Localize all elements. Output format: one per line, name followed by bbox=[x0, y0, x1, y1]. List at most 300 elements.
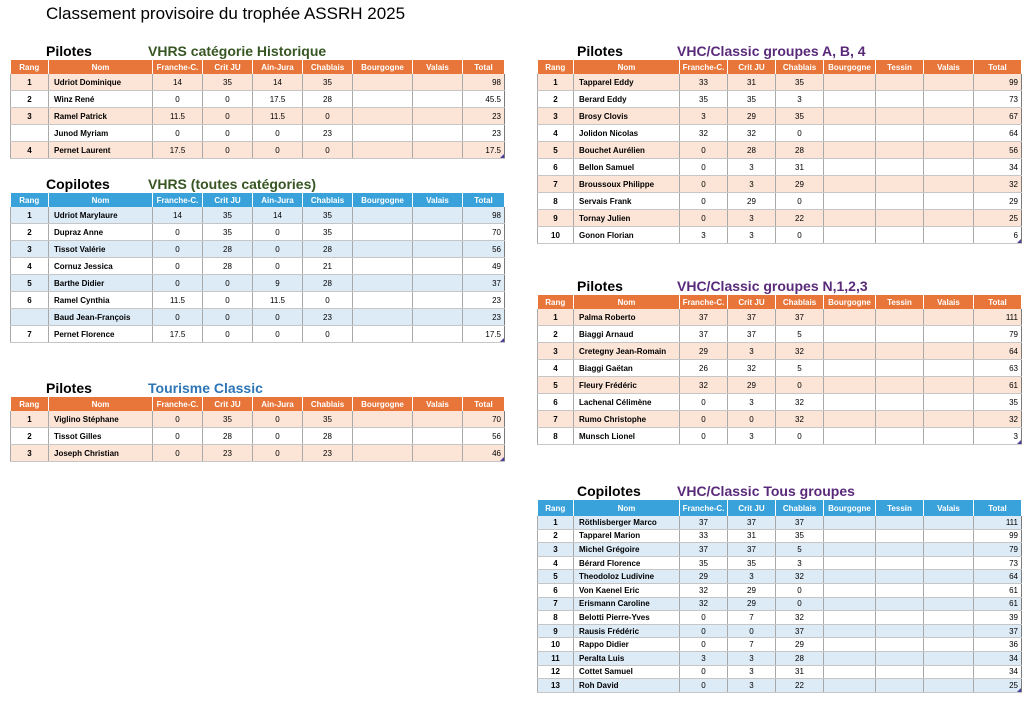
cell-value: 79 bbox=[1009, 329, 1018, 339]
points-cell bbox=[824, 394, 876, 411]
points-cell bbox=[924, 193, 974, 210]
cell-value: 32 bbox=[795, 612, 804, 622]
table-row bbox=[538, 193, 1022, 210]
table-row bbox=[538, 516, 1022, 529]
points-cell bbox=[924, 309, 974, 326]
cell-value: 4 bbox=[553, 363, 558, 373]
points-cell bbox=[153, 142, 203, 159]
points-cell bbox=[824, 516, 876, 529]
points-cell bbox=[728, 611, 776, 625]
table-row bbox=[11, 224, 505, 241]
points-cell bbox=[303, 445, 353, 462]
points-cell bbox=[153, 91, 203, 108]
points-cell bbox=[203, 445, 253, 462]
points-cell bbox=[203, 241, 253, 258]
total-cell bbox=[974, 665, 1022, 679]
points-cell bbox=[353, 275, 413, 292]
points-cell bbox=[680, 343, 728, 360]
cell-value: 46 bbox=[492, 448, 501, 458]
points-cell bbox=[203, 292, 253, 309]
column-header: Nom bbox=[49, 397, 153, 411]
cell-value: 0 bbox=[175, 94, 180, 104]
cell-value: 0 bbox=[701, 626, 706, 636]
cell-value: 31 bbox=[747, 531, 756, 541]
total-cell bbox=[974, 394, 1022, 411]
cell-value: 37 bbox=[747, 312, 756, 322]
cell-value: 3 bbox=[749, 179, 754, 189]
total-cell bbox=[974, 227, 1022, 244]
cell-value: 33 bbox=[699, 531, 708, 541]
points-cell bbox=[303, 224, 353, 241]
points-cell bbox=[876, 343, 924, 360]
points-cell bbox=[728, 193, 776, 210]
name-cell bbox=[574, 326, 680, 343]
name-cell bbox=[49, 445, 153, 462]
total-cell bbox=[463, 74, 505, 91]
cell-value: 4 bbox=[27, 261, 32, 271]
total-cell bbox=[974, 556, 1022, 570]
table-row bbox=[538, 91, 1022, 108]
cell-value: 45.5 bbox=[485, 94, 501, 104]
cell-value: 0 bbox=[225, 278, 230, 288]
name-cell bbox=[574, 529, 680, 543]
cell-value: 11.5 bbox=[270, 295, 285, 305]
points-cell bbox=[153, 108, 203, 125]
name-cell bbox=[574, 309, 680, 326]
cell-value: 28 bbox=[323, 244, 332, 254]
points-cell bbox=[253, 326, 303, 343]
points-cell bbox=[680, 227, 728, 244]
name-cell bbox=[574, 583, 680, 597]
cell-value: 26 bbox=[699, 363, 708, 373]
points-cell bbox=[413, 258, 463, 275]
cell-value: 11.5 bbox=[270, 111, 285, 121]
cell-value: 5 bbox=[797, 544, 802, 554]
points-cell bbox=[203, 224, 253, 241]
points-cell bbox=[824, 428, 876, 445]
cell-value: 64 bbox=[1009, 346, 1018, 356]
points-cell bbox=[253, 292, 303, 309]
cell-value: 5 bbox=[797, 329, 802, 339]
points-cell bbox=[876, 142, 924, 159]
cell-value: 3 bbox=[553, 544, 558, 554]
table-resize-handle[interactable] bbox=[500, 457, 504, 461]
cell-value: 31 bbox=[747, 77, 756, 87]
table-row bbox=[538, 651, 1022, 665]
cell-value: 0 bbox=[225, 128, 230, 138]
points-cell bbox=[413, 224, 463, 241]
rank-cell bbox=[538, 108, 574, 125]
cell-value: 0 bbox=[175, 312, 180, 322]
cell-value: 37 bbox=[747, 544, 756, 554]
cell-value: 56 bbox=[1009, 145, 1018, 155]
cell-value: Baud Jean-François bbox=[54, 312, 131, 322]
table-row bbox=[538, 583, 1022, 597]
standings-table bbox=[537, 500, 1022, 693]
points-cell bbox=[728, 638, 776, 652]
cell-value: Servais Frank bbox=[579, 196, 632, 206]
table-header-row bbox=[538, 60, 1022, 74]
cell-value: 4 bbox=[553, 558, 558, 568]
cell-value: 3 bbox=[749, 397, 754, 407]
rank-cell bbox=[11, 411, 49, 428]
points-cell bbox=[353, 91, 413, 108]
column-header: Franche-C. bbox=[153, 193, 203, 207]
cell-value: 99 bbox=[1009, 531, 1018, 541]
cell-value: 28 bbox=[323, 278, 332, 288]
points-cell bbox=[728, 377, 776, 394]
cell-value: 0 bbox=[225, 295, 230, 305]
points-cell bbox=[824, 125, 876, 142]
table-row bbox=[538, 665, 1022, 679]
name-cell bbox=[49, 108, 153, 125]
cell-value: 37 bbox=[492, 278, 501, 288]
points-cell bbox=[876, 108, 924, 125]
rank-cell bbox=[11, 91, 49, 108]
points-cell bbox=[303, 309, 353, 326]
total-cell bbox=[463, 241, 505, 258]
points-cell bbox=[876, 326, 924, 343]
cell-value: Lachenal Célimène bbox=[579, 397, 652, 407]
points-cell bbox=[253, 74, 303, 91]
points-cell bbox=[824, 665, 876, 679]
points-cell bbox=[153, 292, 203, 309]
cell-value: 1 bbox=[553, 517, 558, 527]
table-resize-handle[interactable] bbox=[500, 154, 504, 158]
column-header: Ain-Jura bbox=[253, 397, 303, 411]
total-cell bbox=[974, 583, 1022, 597]
table-row bbox=[538, 142, 1022, 159]
cell-value: 3 bbox=[749, 667, 754, 677]
cell-value: 2 bbox=[553, 94, 558, 104]
cell-value: 28 bbox=[223, 431, 232, 441]
rank-cell bbox=[11, 292, 49, 309]
cell-value: 5 bbox=[553, 572, 558, 582]
points-cell bbox=[824, 193, 876, 210]
cell-value: 3 bbox=[797, 94, 802, 104]
points-cell bbox=[253, 275, 303, 292]
cell-value: 1 bbox=[553, 77, 558, 87]
points-cell bbox=[824, 360, 876, 377]
points-cell bbox=[776, 360, 824, 377]
cell-value: 0 bbox=[797, 128, 802, 138]
points-cell bbox=[680, 638, 728, 652]
name-cell bbox=[574, 543, 680, 557]
cell-value: Bérard Florence bbox=[579, 558, 641, 568]
cell-value: 29 bbox=[1009, 196, 1018, 206]
table-row bbox=[11, 207, 505, 224]
column-header: Rang bbox=[538, 295, 574, 309]
name-cell bbox=[49, 258, 153, 275]
points-cell bbox=[824, 411, 876, 428]
cell-value: 0 bbox=[325, 295, 330, 305]
cell-value: 37 bbox=[747, 517, 756, 527]
name-cell bbox=[574, 159, 680, 176]
cell-value: 23 bbox=[223, 448, 232, 458]
table-resize-handle[interactable] bbox=[500, 338, 504, 342]
column-header: Franche-C. bbox=[680, 500, 728, 516]
cell-value: Udriot Marylaure bbox=[54, 210, 118, 220]
cell-value: 29 bbox=[699, 346, 708, 356]
cell-value: 0 bbox=[275, 227, 280, 237]
cell-value: 28 bbox=[323, 431, 332, 441]
points-cell bbox=[413, 241, 463, 258]
table-resize-handle[interactable] bbox=[1017, 688, 1021, 692]
table-subtitle: VHC/Classic groupes N,1,2,3 bbox=[677, 278, 868, 294]
cell-value: 28 bbox=[223, 244, 232, 254]
total-cell bbox=[974, 570, 1022, 584]
points-cell bbox=[680, 570, 728, 584]
column-header: Total bbox=[974, 295, 1022, 309]
cell-value: Von Kaenel Eric bbox=[579, 585, 640, 595]
cell-value: 3 bbox=[749, 680, 754, 690]
cell-value: 111 bbox=[1005, 517, 1018, 527]
column-header: Rang bbox=[11, 397, 49, 411]
column-header: Bourgogne bbox=[353, 397, 413, 411]
points-cell bbox=[680, 142, 728, 159]
points-cell bbox=[680, 665, 728, 679]
cell-value: 3 bbox=[749, 572, 754, 582]
points-cell bbox=[153, 326, 203, 343]
name-cell bbox=[574, 343, 680, 360]
rank-cell bbox=[538, 91, 574, 108]
points-cell bbox=[153, 224, 203, 241]
cell-value: 0 bbox=[797, 380, 802, 390]
name-cell bbox=[574, 91, 680, 108]
points-cell bbox=[876, 516, 924, 529]
points-cell bbox=[680, 91, 728, 108]
cell-value: 11.5 bbox=[170, 111, 185, 121]
column-header: Crit JU bbox=[203, 397, 253, 411]
cell-value: 32 bbox=[699, 585, 708, 595]
table-row bbox=[538, 679, 1022, 693]
points-cell bbox=[680, 210, 728, 227]
cell-value: 25 bbox=[1009, 213, 1018, 223]
rank-cell bbox=[11, 445, 49, 462]
cell-value: 0 bbox=[175, 244, 180, 254]
points-cell bbox=[776, 326, 824, 343]
points-cell bbox=[876, 543, 924, 557]
points-cell bbox=[776, 108, 824, 125]
table-resize-handle[interactable] bbox=[1017, 440, 1021, 444]
points-cell bbox=[876, 159, 924, 176]
points-cell bbox=[353, 207, 413, 224]
points-cell bbox=[203, 207, 253, 224]
total-cell bbox=[463, 108, 505, 125]
points-cell bbox=[728, 343, 776, 360]
cell-value: Ramel Cynthia bbox=[54, 295, 110, 305]
points-cell bbox=[824, 176, 876, 193]
points-cell bbox=[824, 159, 876, 176]
table-row bbox=[11, 258, 505, 275]
cell-value: Theodoloz Ludivine bbox=[579, 572, 655, 582]
cell-value: 0 bbox=[325, 111, 330, 121]
points-cell bbox=[776, 91, 824, 108]
cell-value: 37 bbox=[795, 312, 804, 322]
rank-cell bbox=[538, 665, 574, 679]
cell-value: 37 bbox=[699, 544, 708, 554]
total-cell bbox=[463, 445, 505, 462]
points-cell bbox=[680, 326, 728, 343]
cell-value: 35 bbox=[747, 558, 756, 568]
cell-value: 0 bbox=[225, 329, 230, 339]
cell-value: 10 bbox=[551, 640, 560, 650]
total-cell bbox=[463, 411, 505, 428]
cell-value: 8 bbox=[553, 431, 558, 441]
table-resize-handle[interactable] bbox=[1017, 239, 1021, 243]
points-cell bbox=[824, 343, 876, 360]
cell-value: 35 bbox=[747, 94, 756, 104]
cell-value: 31 bbox=[795, 162, 804, 172]
rank-cell bbox=[538, 679, 574, 693]
cell-value: 73 bbox=[1009, 558, 1018, 568]
cell-value: 0 bbox=[225, 145, 230, 155]
points-cell bbox=[776, 377, 824, 394]
rank-cell bbox=[538, 142, 574, 159]
points-cell bbox=[680, 428, 728, 445]
points-cell bbox=[153, 74, 203, 91]
cell-value: 23 bbox=[323, 312, 332, 322]
cell-value: 0 bbox=[701, 431, 706, 441]
points-cell bbox=[413, 91, 463, 108]
total-cell bbox=[974, 679, 1022, 693]
cell-value: Barthe Didier bbox=[54, 278, 105, 288]
table-row bbox=[538, 611, 1022, 625]
cell-value: Palma Roberto bbox=[579, 312, 636, 322]
points-cell bbox=[924, 159, 974, 176]
total-cell bbox=[463, 142, 505, 159]
points-cell bbox=[776, 651, 824, 665]
column-header: Crit JU bbox=[728, 60, 776, 74]
points-cell bbox=[924, 638, 974, 652]
cell-value: Biaggi Arnaud bbox=[579, 329, 634, 339]
name-cell bbox=[574, 394, 680, 411]
points-cell bbox=[728, 516, 776, 529]
table-row bbox=[538, 343, 1022, 360]
cell-value: 7 bbox=[553, 179, 558, 189]
points-cell bbox=[728, 651, 776, 665]
rank-cell bbox=[538, 611, 574, 625]
points-cell bbox=[728, 394, 776, 411]
points-cell bbox=[824, 309, 876, 326]
cell-value: 34 bbox=[1009, 162, 1018, 172]
name-cell bbox=[49, 275, 153, 292]
points-cell bbox=[776, 159, 824, 176]
points-cell bbox=[924, 516, 974, 529]
points-cell bbox=[203, 275, 253, 292]
rank-cell bbox=[11, 108, 49, 125]
table-row bbox=[11, 445, 505, 462]
cell-value: 0 bbox=[325, 145, 330, 155]
points-cell bbox=[203, 326, 253, 343]
rank-cell bbox=[538, 309, 574, 326]
standings-table bbox=[10, 193, 505, 343]
cell-value: 32 bbox=[795, 397, 804, 407]
cell-value: 3 bbox=[749, 346, 754, 356]
points-cell bbox=[824, 142, 876, 159]
cell-value: Junod Myriam bbox=[54, 128, 109, 138]
cell-value: 0 bbox=[175, 278, 180, 288]
table-row bbox=[11, 241, 505, 258]
points-cell bbox=[924, 394, 974, 411]
standings-block bbox=[537, 40, 1022, 244]
points-cell bbox=[876, 665, 924, 679]
name-cell bbox=[574, 142, 680, 159]
column-header: Crit JU bbox=[728, 500, 776, 516]
cell-value: 0 bbox=[275, 312, 280, 322]
points-cell bbox=[824, 611, 876, 625]
cell-value: 3 bbox=[701, 111, 706, 121]
cell-value: Rappo Didier bbox=[579, 640, 629, 650]
total-cell bbox=[463, 428, 505, 445]
table-row bbox=[538, 108, 1022, 125]
cell-value: 14 bbox=[173, 210, 182, 220]
points-cell bbox=[680, 597, 728, 611]
points-cell bbox=[303, 74, 353, 91]
rank-cell bbox=[538, 597, 574, 611]
rank-cell bbox=[538, 210, 574, 227]
name-cell bbox=[574, 176, 680, 193]
total-cell bbox=[974, 516, 1022, 529]
column-header: Franche-C. bbox=[153, 397, 203, 411]
standings-block bbox=[10, 377, 505, 462]
points-cell bbox=[824, 543, 876, 557]
cell-value: 3 bbox=[749, 653, 754, 663]
total-cell bbox=[974, 638, 1022, 652]
cell-value: 0 bbox=[225, 312, 230, 322]
points-cell bbox=[924, 679, 974, 693]
rank-cell bbox=[11, 224, 49, 241]
points-cell bbox=[253, 108, 303, 125]
points-cell bbox=[924, 227, 974, 244]
points-cell bbox=[203, 428, 253, 445]
cell-value: 9 bbox=[553, 626, 558, 636]
points-cell bbox=[776, 611, 824, 625]
table-row bbox=[538, 556, 1022, 570]
cell-value: 17.5 bbox=[169, 329, 186, 339]
column-header: Chablais bbox=[303, 397, 353, 411]
points-cell bbox=[924, 210, 974, 227]
column-header: Crit JU bbox=[203, 60, 253, 74]
rank-cell bbox=[538, 360, 574, 377]
points-cell bbox=[824, 210, 876, 227]
cell-value: 3 bbox=[1013, 431, 1018, 441]
table-header-row bbox=[538, 500, 1022, 516]
points-cell bbox=[353, 125, 413, 142]
total-cell bbox=[463, 326, 505, 343]
column-header: Franche-C. bbox=[680, 60, 728, 74]
cell-value: 28 bbox=[223, 261, 232, 271]
points-cell bbox=[728, 176, 776, 193]
table-row bbox=[11, 411, 505, 428]
cell-value: 3 bbox=[749, 162, 754, 172]
points-cell bbox=[153, 125, 203, 142]
points-cell bbox=[253, 428, 303, 445]
cell-value: 35 bbox=[795, 111, 804, 121]
table-row bbox=[538, 125, 1022, 142]
cell-value: 32 bbox=[747, 128, 756, 138]
total-cell bbox=[974, 210, 1022, 227]
cell-value: 2 bbox=[27, 227, 32, 237]
total-cell bbox=[974, 529, 1022, 543]
cell-value: 17.5 bbox=[269, 94, 286, 104]
points-cell bbox=[728, 570, 776, 584]
points-cell bbox=[776, 394, 824, 411]
name-cell bbox=[49, 224, 153, 241]
points-cell bbox=[776, 516, 824, 529]
cell-value: 0 bbox=[749, 626, 754, 636]
rank-cell bbox=[11, 275, 49, 292]
